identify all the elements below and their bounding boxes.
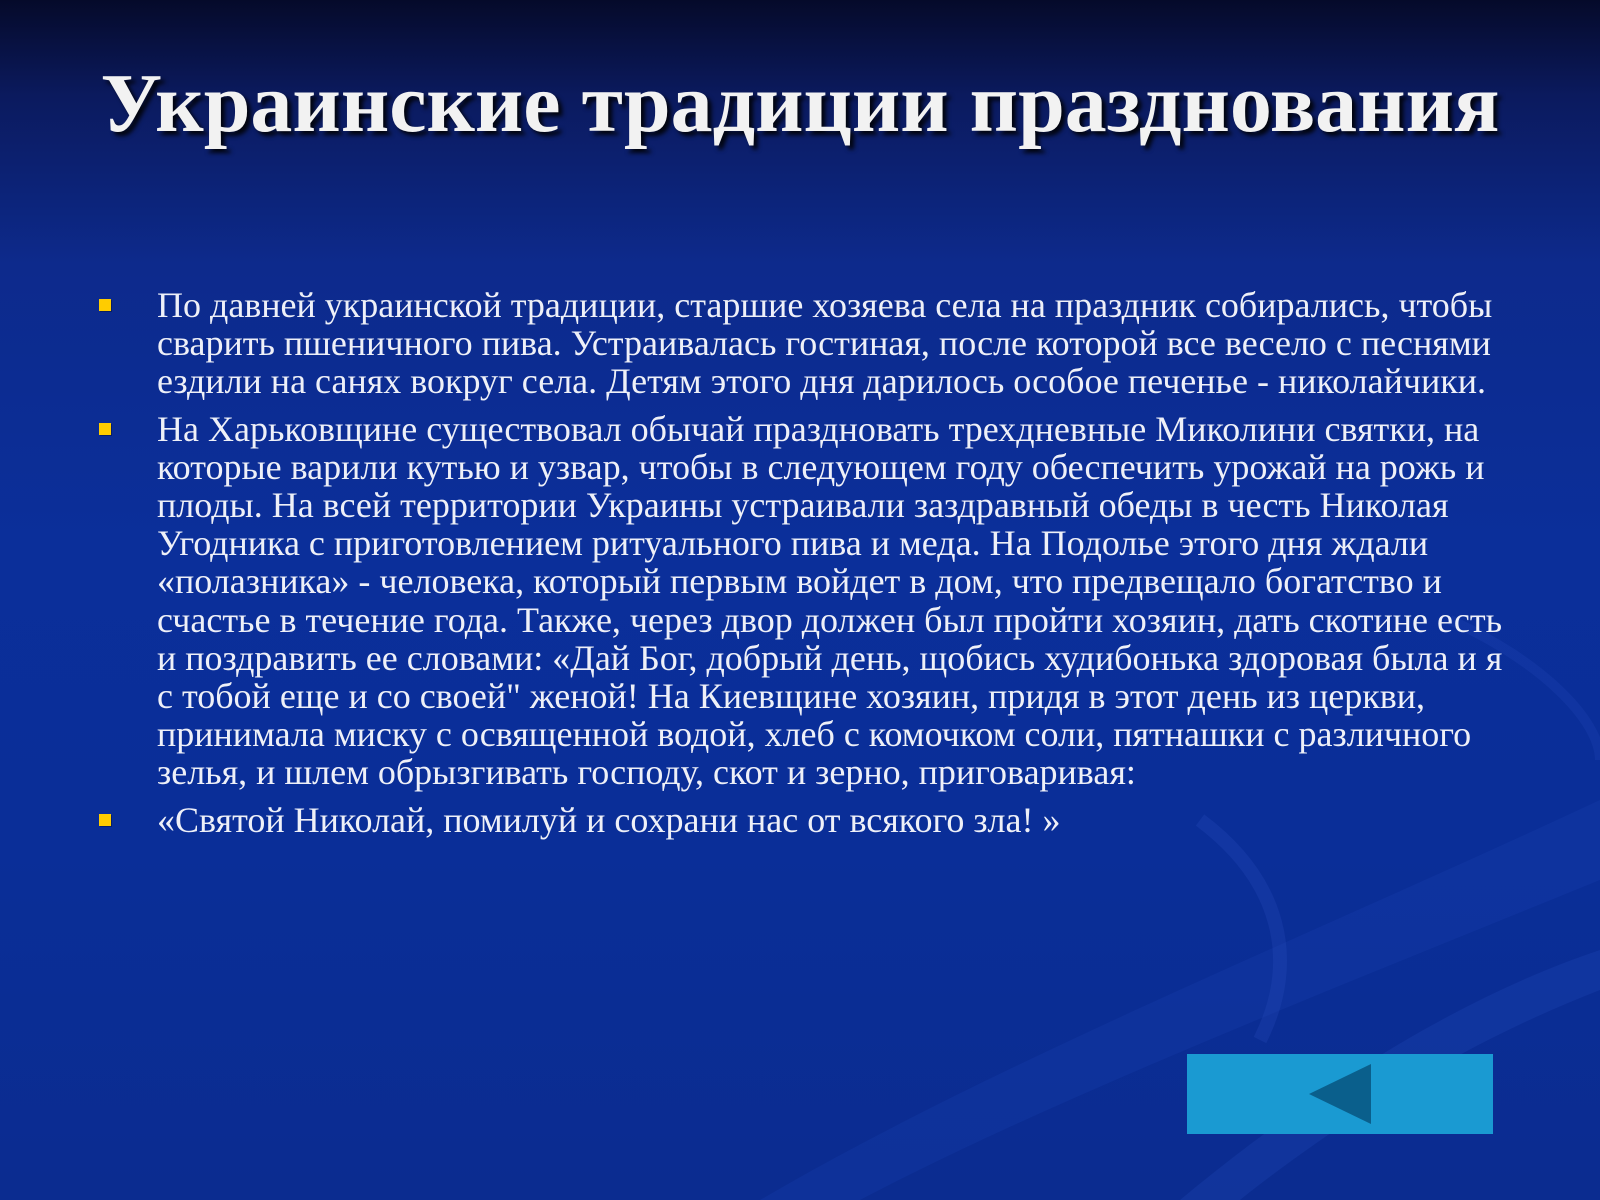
bullet-item xyxy=(96,801,1516,839)
bullet-text: На Харьковщине существовал обычай праздновать трехдневные Миколини святки, на которые варили кутью и узвар, чтобы в следующем году обеспечить урожай на рожь и плоды. На всей территории Украины устраивали заздравный обеды в честь Николая Угодника с приготовлением ритуального пива и меда. На Подолье этого дня ждали «полазника» - человека, который первым войдет в дом, что предвещало богатство и счастье в течение года. Также, через двор должен был пройти хозяин, дать скотине есть и поздравить ее словами: «Дай Бог, добрый день, щобись худибонька здоровая была и я с тобой еще и со своей" женой! На Киевщине хозяин, придя в этот день из церкви, принимала миску с освященной водой, хлеб с комочком соли, пятнашки с различного зелья, и шлем обрызгивать господу, скот и зерно, приговаривая: xyxy=(157,408,1503,793)
bullet-text: По давней украинской традиции, старшие хозяева села на праздник собирались, чтобы сварить пшеничного пива. Устраивалась гостиная, после которой все весело с песнями ездили на санях вокруг села. Детям этого дня дарилось особое печенье - николайчики. xyxy=(157,285,1493,402)
bullet-text: «Святой Николай, помилуй и сохрани нас от всякого зла! » xyxy=(157,799,1061,840)
square-bullet-icon xyxy=(99,814,111,826)
triangle-left-icon xyxy=(1309,1064,1371,1124)
bullet-item xyxy=(96,410,1516,792)
square-bullet-icon xyxy=(99,299,111,311)
bullet-item xyxy=(96,286,1516,401)
bullet-list xyxy=(96,286,1516,848)
square-bullet-icon xyxy=(99,423,111,435)
back-button[interactable] xyxy=(1187,1054,1493,1134)
slide-title: Украинские традиции празднования xyxy=(100,57,1500,150)
